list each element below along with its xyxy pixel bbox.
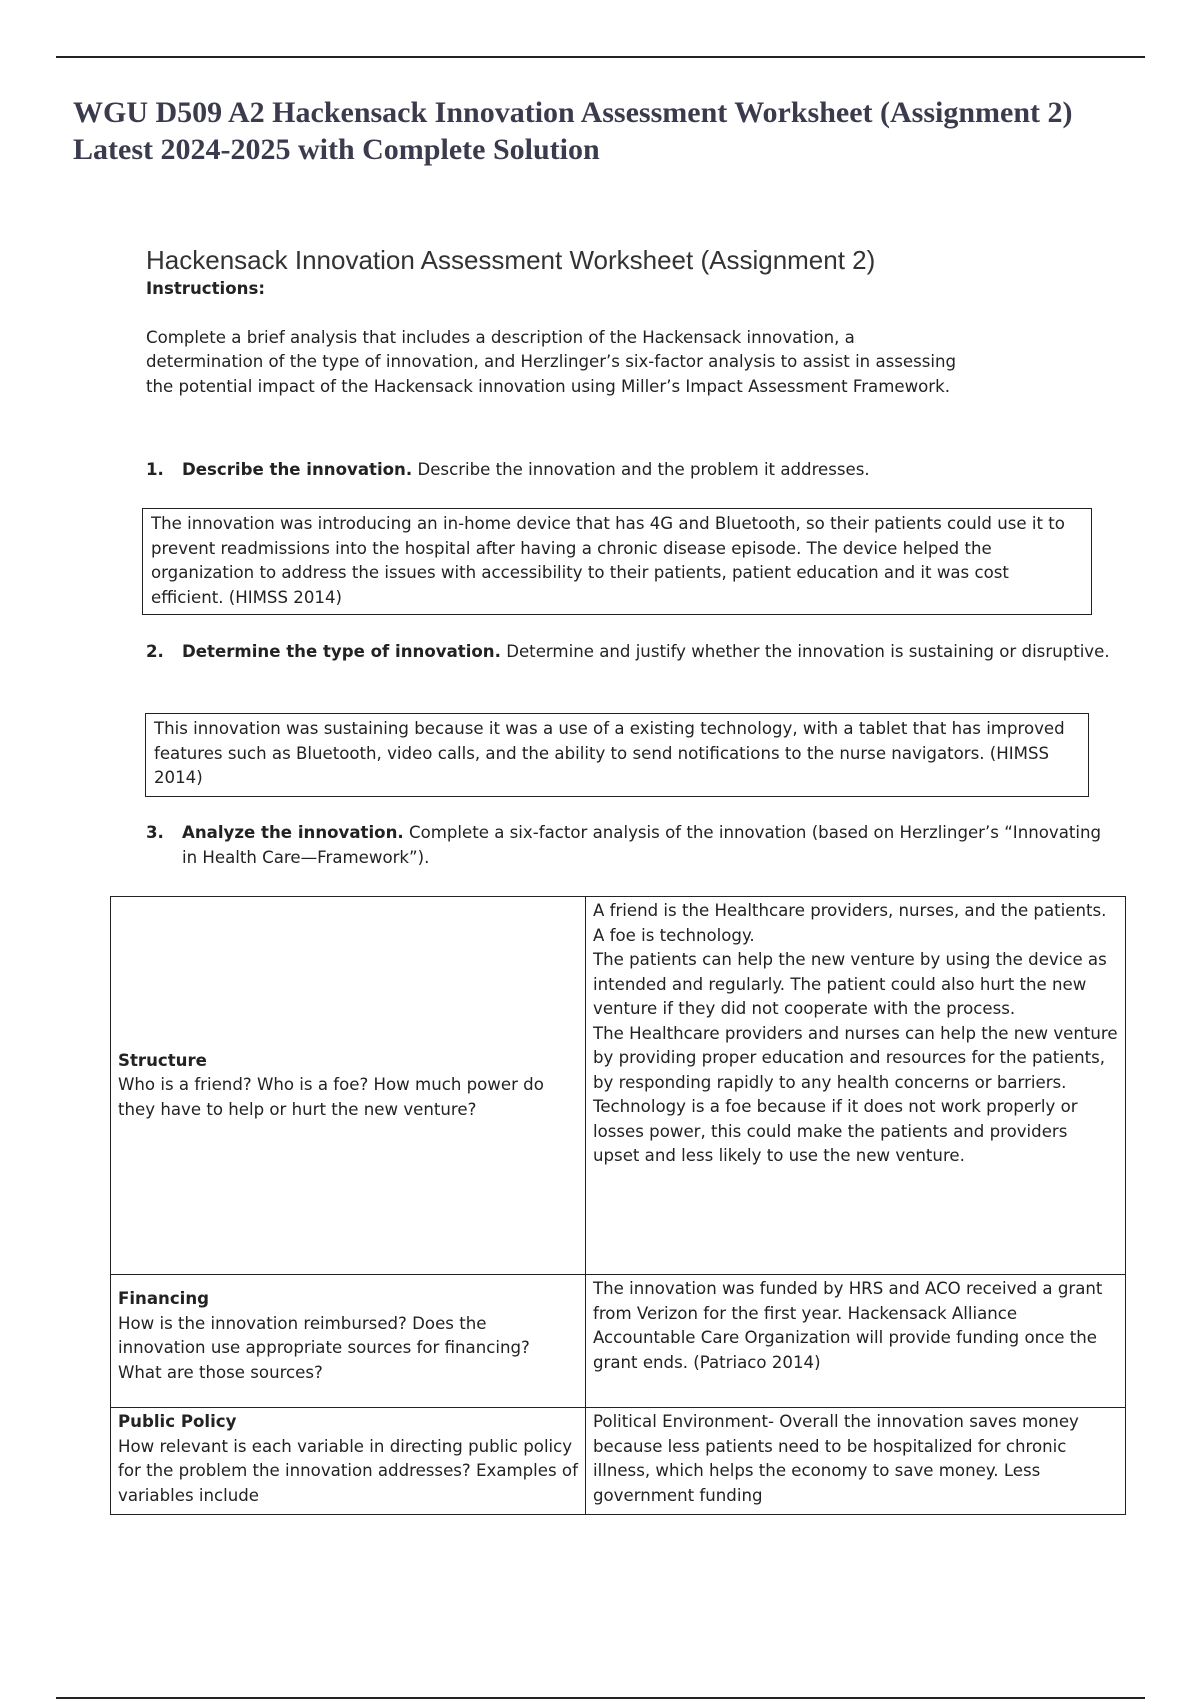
answer-box-2: This innovation was sustaining because it was a use of a existing technology, with a tablet that has improved features such as Bluetooth, video calls, and the ability to send notifications to the nurse navigators. (HIMSS 2014) [145, 713, 1089, 797]
factor-cell [111, 1275, 586, 1408]
factor-name: Structure [118, 1050, 207, 1070]
factor-cell [111, 1408, 586, 1515]
table-row [111, 897, 1126, 1275]
bottom-divider [56, 1697, 1145, 1699]
question-text: Determine and justify whether the innovation is sustaining or disruptive. [500, 642, 1110, 661]
question-number: 1. [146, 460, 164, 479]
answer-paragraph: Technology is a foe because if it does not work properly or losses power, this could make the patients and providers upset and less likely to use the new venture. [593, 1097, 1078, 1165]
factor-cell [111, 897, 586, 1275]
top-divider [56, 56, 1145, 58]
question-number: 3. [146, 823, 164, 842]
question-heading: Describe the innovation. [182, 460, 413, 479]
six-factor-table [110, 896, 1126, 1515]
instructions-text: Complete a brief analysis that includes a description of the Hackensack innovation, a determination of the type of innovation, and Herzlinger’s six-factor analysis to assist in assessing the potential impact of the Hackensack innovation using Miller’s Impact Assessment Framework. [146, 327, 957, 396]
answer-box-1: The innovation was introducing an in-home device that has 4G and Bluetooth, so their patients could use it to prevent readmissions into the hospital after having a chronic disease episode. The device helped the organization to address the issues with accessibility to their patients, patient education and it was cost efficient. (HIMSS 2014) [142, 508, 1092, 615]
factor-prompt: How is the innovation reimbursed? Does the innovation use appropriate sources for financing? What are those sources? [118, 1313, 530, 1382]
answer-paragraph: A friend is the Healthcare providers, nurses, and the patients. [593, 901, 1107, 920]
factor-prompt: How relevant is each variable in directing public policy for the problem the innovation addresses? Examples of variables include [118, 1436, 578, 1505]
table-row [111, 1408, 1126, 1515]
question-3 [146, 821, 1112, 870]
factor-name: Financing [118, 1289, 210, 1308]
question-heading: Determine the type of innovation. [182, 642, 501, 661]
answer-cell [586, 897, 1126, 1275]
answer-paragraph: A foe is technology. [593, 925, 755, 945]
factor-prompt: Who is a friend? Who is a foe? How much power do they have to help or hurt the new venture? [118, 1075, 544, 1119]
question-text: Describe the innovation and the problem it addresses. [412, 460, 870, 479]
answer-paragraph: The Healthcare providers and nurses can help the new venture by providing proper education and resources for the patients, by responding rapidly to any health concerns or barriers. [593, 1023, 1118, 1092]
answer-paragraph: Political Environment- Overall the innovation saves money because less patients need to be hospitalized for chronic illness, which helps the economy to save money. Less government funding [593, 1412, 1079, 1505]
answer-paragraph: The patients can help the new venture by using the device as intended and regularly. The patient could also hurt the new venture if they did not cooperate with the process. [593, 950, 1107, 1018]
question-2 [146, 640, 1112, 665]
worksheet-subtitle: Hackensack Innovation Assessment Worksheet (Assignment 2) [146, 245, 876, 275]
answer-paragraph: The innovation was funded by HRS and ACO received a grant from Verizon for the first year. Hackensack Alliance Accountable Care Organization will provide funding once the grant ends. (Patriaco 2014) [593, 1279, 1103, 1372]
table-row [111, 1275, 1126, 1408]
question-heading: Analyze the innovation. [182, 823, 404, 842]
answer-cell [586, 1408, 1126, 1515]
document-title [73, 94, 1183, 168]
title-line-2: Latest 2024-2025 with Complete Solution [73, 133, 600, 166]
question-1 [146, 458, 870, 483]
answer-cell [586, 1275, 1126, 1408]
title-line-1: WGU D509 A2 Hackensack Innovation Assessment Worksheet (Assignment 2) [73, 96, 1073, 129]
instructions-label: Instructions: [146, 279, 265, 298]
question-number: 2. [146, 642, 164, 661]
factor-name: Public Policy [118, 1412, 237, 1431]
question-text: Complete a six-factor analysis of the innovation (based on Herzlinger’s “Innovating in Health Care—Framework”). [182, 823, 1102, 867]
